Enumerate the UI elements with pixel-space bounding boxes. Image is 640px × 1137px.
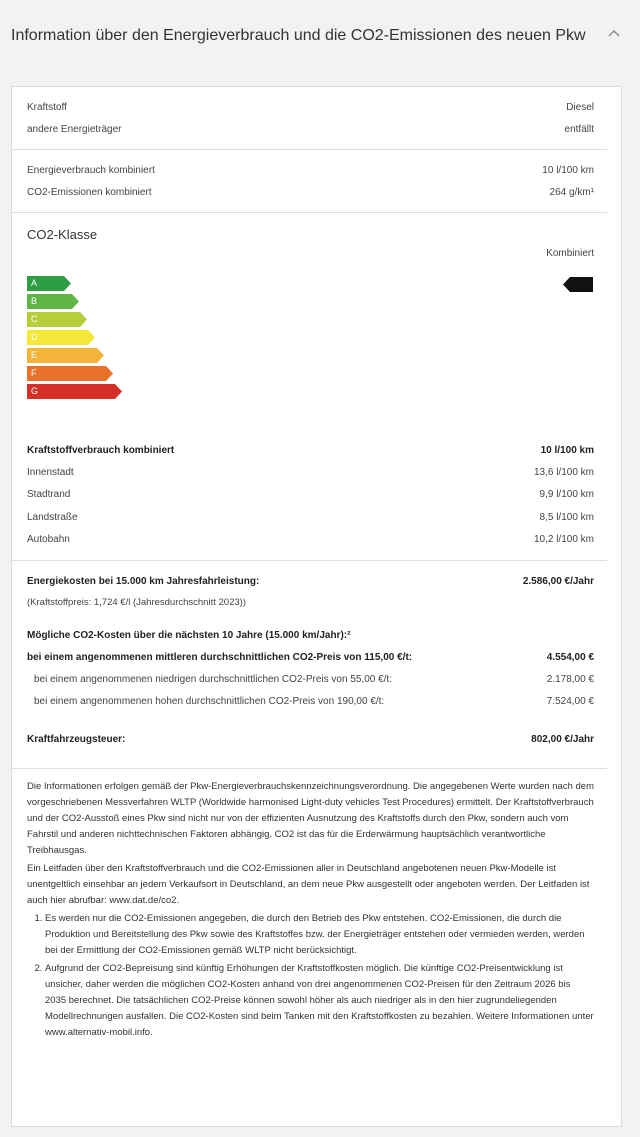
accordion-header[interactable]	[0, 0, 640, 86]
kraftstoff-label: Kraftstoff	[27, 101, 67, 113]
note-paragraph-1: Die Informationen erfolgen gemäß der Pkw-Energieverbrauchskennzeichnungsverordnung. Die angegebenen Werte wurden nach dem vorgeschriebenen Messverfahren WLTP (Worldwide harmonised Light-duty vehicles Test Procedures) ermittelt. Der Kraftstoffverbrauch und der CO2-Ausstoß eines Pkw sind nicht nur von der effizienten Ausnutzung des Kraftstoffs durch den Pkw, sondern auch vom Fahrstil und anderen nichttechnischen Faktoren abhängig. CO2 ist das für die Erderwärmung hauptsächlich verantwortliche Treibhausgas.	[27, 781, 594, 856]
co2-class-indicator	[563, 277, 593, 292]
row-kraftstoffverbrauch-kombiniert	[12, 439, 607, 461]
co2-class-bar-e: E	[27, 348, 122, 363]
row-autobahn: Autobahn 10,2 l/100 km	[27, 534, 594, 546]
row-energiekosten: Energiekosten bei 15.000 km Jahresfahrleistung: 2.586,00 €/Jahr	[27, 575, 594, 587]
energy-label: Energieverbrauch kombiniert	[27, 164, 155, 176]
row-andere-energietraeger	[12, 118, 607, 140]
energy-info-card	[11, 86, 622, 1127]
andere-value: entfällt	[564, 123, 594, 135]
notes-section	[12, 769, 607, 1041]
co2-class-bar-g: G	[27, 384, 122, 399]
row-co2-high: bei einem angenommenen hohen durchschnittlichen CO2-Preis von 190,00 €/t: 7.524,00 €	[34, 695, 594, 707]
fuel-section	[12, 87, 607, 150]
footnotes	[27, 911, 594, 1041]
kombiniert-consumption-label: Kraftstoffverbrauch kombiniert	[27, 444, 175, 456]
consumption-section	[12, 150, 607, 213]
footnote-2: 2. Aufgrund der CO2-Bepreisung sind künftig Erhöhungen der Kraftstoffkosten möglich. Die künftige CO2-Preisentwicklung ist unsicher, daher werden die möglichen CO2-Kosten anhand von drei angenommenen CO2-Preisen für den Zeitraum 2026 bis 2035 berechnet. Die tatsächlichen CO2-Preise können sowohl höher als auch niedriger als in den hier zugrundeliegenden Modellrechnungen ausfallen. Die CO2-Kosten sind beim Tanken mit den Kraftstoffkosten zu bezahlen. Weitere Informationen unter www.alternativ-mobil.info.	[45, 961, 594, 1041]
co2-class-bar-f: F	[27, 366, 122, 381]
andere-label: andere Energieträger	[27, 123, 122, 135]
energy-price-note: (Kraftstoffpreis: 1,724 €/l (Jahresdurchschnitt 2023))	[27, 596, 246, 608]
note-paragraph-2: Ein Leitfaden über den Kraftstoffverbrauch und die CO2-Emissionen aller in Deutschland angebotenen neuen Pkw-Modelle ist unentgeltlich einsehbar an jedem Verkaufsort in Deutschland, an dem neue Pkw ausgestellt oder angeboten werden. Der Leitfaden ist auch hier abrufbar: www.dat.de/co2.	[27, 863, 590, 906]
footnote-1: 1. Es werden nur die CO2-Emissionen angegeben, die durch den Betrieb des Pkw entstehen. CO2-Emissionen, die durch die Produktion und Bereitstellung des Pkw sowie des Kraftstoffes bzw. der Energieträger entstehen oder vermieden werden, werden bei der Ermittlung der CO2-Emissionen gemäß WLTP nicht berücksichtigt.	[45, 911, 594, 959]
kombiniert-consumption-value: 10 l/100 km	[540, 444, 594, 456]
kraftstoff-value: Diesel	[566, 101, 594, 113]
co2-class-scale	[27, 276, 122, 402]
energy-value: 10 l/100 km	[542, 164, 594, 176]
row-energieverbrauch	[12, 159, 607, 181]
page-title: Information über den Energieverbrauch und die CO2-Emissionen des neuen Pkw	[11, 27, 586, 44]
row-kraftstoff	[12, 96, 607, 118]
row-landstrasse: Landstraße 8,5 l/100 km	[27, 511, 594, 523]
row-co2-emissionen	[12, 181, 607, 203]
co2-class-title: CO2-Klasse	[27, 227, 98, 242]
chevron-up-icon[interactable]	[607, 28, 621, 38]
co2-costs-heading: Mögliche CO2-Kosten über die nächsten 10 Jahre (15.000 km/Jahr):²	[27, 630, 351, 641]
row-kraftfahrzeugsteuer: Kraftfahrzeugsteuer: 802,00 €/Jahr	[27, 733, 594, 745]
row-innenstadt: Innenstadt 13,6 l/100 km	[27, 466, 594, 478]
co2-class-bar-d: D	[27, 330, 122, 345]
costs-section	[12, 561, 607, 769]
row-co2-low: bei einem angenommenen niedrigen durchschnittlichen CO2-Preis von 55,00 €/t: 2.178,00 €	[34, 673, 594, 685]
row-co2-mid: bei einem angenommenen mittleren durchschnittlichen CO2-Preis von 115,00 €/t: 4.554,00 €	[27, 651, 594, 663]
co2-value: 264 g/km¹	[549, 186, 594, 198]
co2-class-bar-a: A	[27, 276, 122, 291]
co2-class-section	[12, 213, 607, 561]
co2-class-bar-b: B	[27, 294, 122, 309]
co2-class-bar-c: C	[27, 312, 122, 327]
kombiniert-label: Kombiniert	[546, 248, 594, 259]
co2-label: CO2-Emissionen kombiniert	[27, 186, 152, 198]
row-stadtrand: Stadtrand 9,9 l/100 km	[27, 489, 594, 501]
